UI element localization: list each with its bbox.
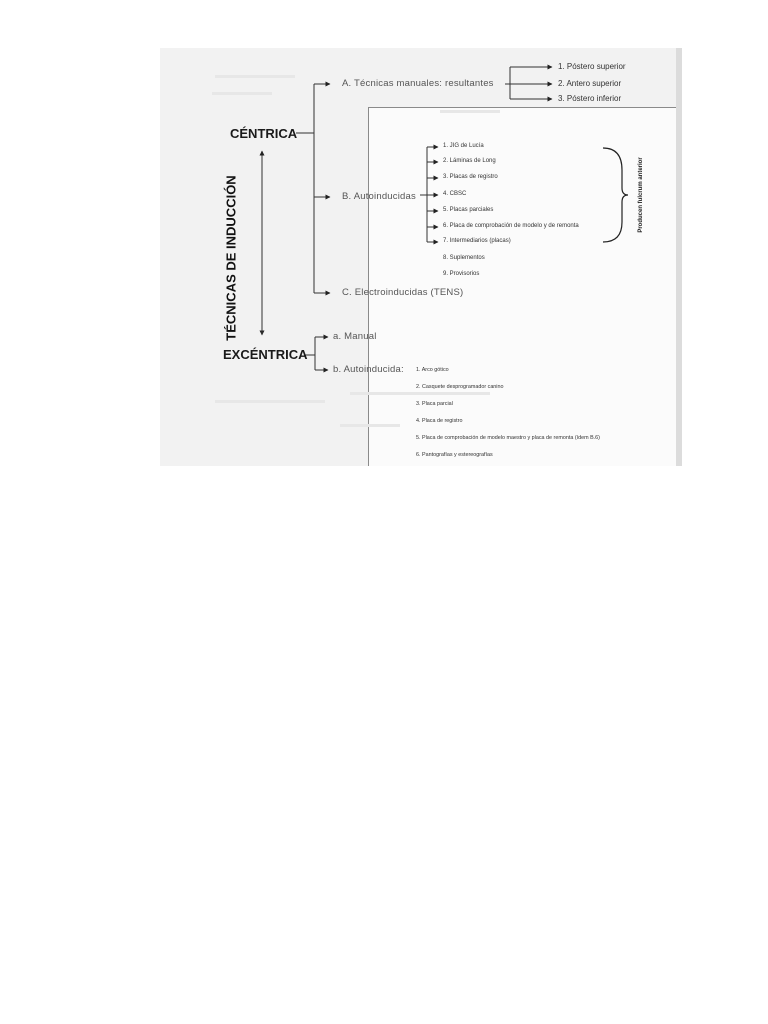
centrica-b-item: 3. Placas de registro [443, 174, 498, 180]
excentrica-b-item: 6. Pantografías y estereografías [416, 452, 493, 458]
centrica-c-label: C. Electroinducidas (TENS) [342, 287, 464, 298]
centrica-a-item: 2. Antero superior [558, 79, 622, 88]
excentrica-b-item: 2. Casquete desprogramador canino [416, 384, 504, 390]
excentrica-b-item: 5. Placa de comprobación de modelo maestro y placa de remonta (ídem B.6) [416, 435, 600, 441]
excentrica-b-item: 1. Arco gótico [416, 367, 449, 373]
excentrica-b-item: 4. Placa de registro [416, 418, 463, 424]
excentrica-b-label: b. Autoinducida: [333, 364, 404, 375]
centrica-a-item: 1. Póstero superior [558, 62, 626, 71]
excentrica-a-label: a. Manual [333, 331, 377, 342]
excentrica-label: EXCÉNTRICA [223, 347, 308, 362]
centrica-a-label: A. Técnicas manuales: resultantes [342, 78, 494, 89]
centrica-b-item: 1. JIG de Lucía [443, 143, 484, 149]
centrica-label: CÉNTRICA [230, 126, 298, 141]
centrica-b-item: 2. Láminas de Long [443, 158, 496, 164]
brace-label: Producen fulcrum anterior [638, 157, 644, 233]
centrica-b-label: B. Autoinducidas [342, 191, 416, 202]
centrica-b-item: 9. Provisorios [443, 271, 480, 277]
centrica-b-item: 4. CBSC [443, 191, 467, 197]
diagram-title: TÉCNICAS DE INDUCCIÓN [223, 175, 239, 341]
centrica-a-item: 3. Póstero inferior [558, 94, 622, 103]
centrica-b-item: 5. Placas parciales [443, 207, 494, 213]
centrica-b-item: 8. Suplementos [443, 255, 485, 261]
centrica-b-item: 6. Placa de comprobación de modelo y de remonta [443, 223, 579, 229]
excentrica-b-item: 3. Placa parcial [416, 401, 453, 407]
centrica-b-item: 7. Intermediarios (placas) [443, 238, 511, 244]
